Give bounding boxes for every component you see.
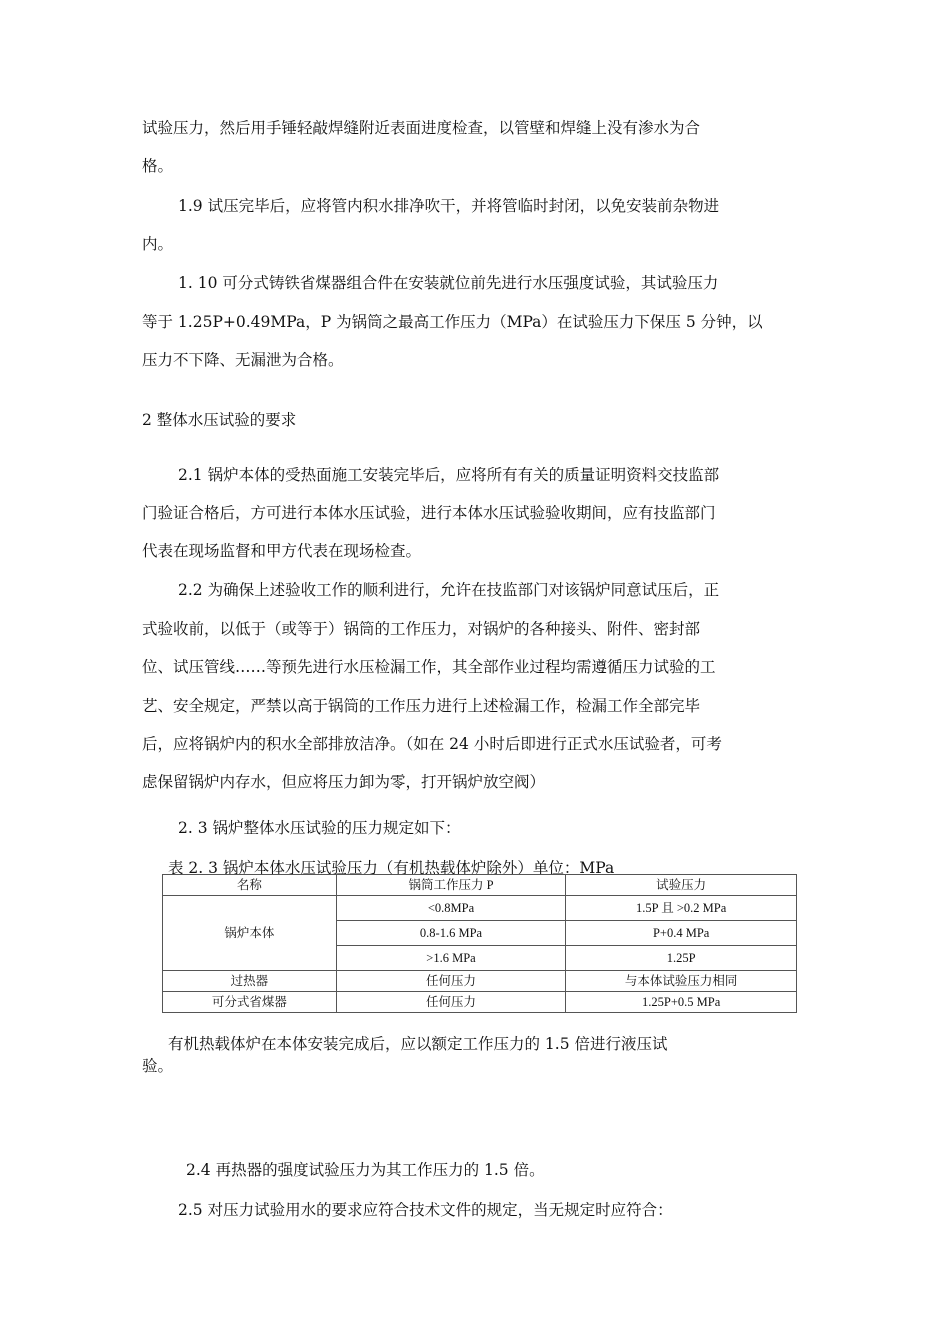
table-cell: 0.8-1.6 MPa (336, 921, 566, 946)
paragraph-1-9-line-1: 1.9 试压完毕后，应将管内积水排净吹干，并将管临时封闭，以免安装前杂物进 (178, 197, 720, 215)
table-cell: P+0.4 MPa (566, 921, 797, 946)
paragraph-2-2-line-6: 虑保留锅炉内存水，但应将压力卸为零，打开锅炉放空阀） (142, 773, 546, 791)
table-cell: 1.25P+0.5 MPa (566, 992, 797, 1013)
table-cell: 任何压力 (336, 971, 566, 992)
paragraph-2-1-line-1: 2.1 锅炉本体的受热面施工安装完毕后，应将所有有关的质量证明资料交技监部 (178, 466, 720, 484)
paragraph-2-1-line-2: 门验证合格后，方可进行本体水压试验，进行本体水压试验验收期间，应有技监部门 (142, 504, 716, 522)
table-cell: <0.8MPa (336, 896, 566, 921)
after-table-line-2: 验。 (142, 1057, 174, 1075)
after-table-line-1: 有机热载体炉在本体安装完成后，应以额定工作压力的 1.5 倍进行液压试 (168, 1035, 668, 1053)
table-row (163, 896, 797, 921)
paragraph-1-9-line-2: 内。 (142, 235, 174, 253)
table-cell: 过热器 (163, 971, 337, 992)
paragraph-2-4: 2.4 再热器的强度试验压力为其工作压力的 1.5 倍。 (186, 1161, 545, 1179)
paragraph-2-2-line-5: 后，应将锅炉内的积水全部排放洁净。（如在 24 小时后即进行正式水压试验者，可考 (142, 735, 722, 753)
paragraph-2-2-line-1: 2.2 为确保上述验收工作的顺利进行，允许在技监部门对该锅炉同意试压后，正 (178, 581, 720, 599)
paragraph-1-10-line-3: 压力不下降、无漏泄为合格。 (142, 351, 344, 369)
table-cell-body-name: 锅炉本体 (163, 896, 337, 971)
paragraph-1-10-line-1: 1. 10 可分式铸铁省煤器组合件在安装就位前先进行水压强度试验，其试验压力 (178, 274, 719, 292)
table-header-cell: 锅筒工作压力 P (336, 875, 566, 896)
paragraph-1-line-2: 格。 (142, 157, 174, 175)
paragraph-2-1-line-3: 代表在现场监督和甲方代表在现场检查。 (142, 542, 422, 560)
table-cell: 可分式省煤器 (163, 992, 337, 1013)
paragraph-2-2-line-2: 式验收前，以低于（或等于）锅筒的工作压力，对锅炉的各种接头、附件、密封部 (142, 620, 701, 638)
table-cell: 1.25P (566, 946, 797, 971)
table-header-cell: 名称 (163, 875, 337, 896)
table-header-cell: 试验压力 (566, 875, 797, 896)
paragraph-1-10-line-2: 等于 1.25P+0.49MPa，P 为锅筒之最高工作压力（MPa）在试验压力下保压 5 分钟，以 (142, 313, 763, 331)
section-heading-2: 2 整体水压试验的要求 (142, 411, 297, 429)
table-cell: 1.5P 且 >0.2 MPa (566, 896, 797, 921)
pressure-test-table (162, 874, 797, 1013)
paragraph-2-3: 2. 3 锅炉整体水压试验的压力规定如下： (178, 819, 461, 837)
table-caption: 表 2. 3 锅炉本体水压试验压力（有机热载体炉除外）单位：MPa (168, 859, 615, 877)
paragraph-1-line-1: 试验压力，然后用手锤轻敲焊缝附近表面进度检查，以管壁和焊缝上没有渗水为合 (142, 119, 701, 137)
table-row (163, 992, 797, 1013)
table-cell: 任何压力 (336, 992, 566, 1013)
table-cell: >1.6 MPa (336, 946, 566, 971)
paragraph-2-5: 2.5 对压力试验用水的要求应符合技术文件的规定，当无规定时应符合： (178, 1201, 673, 1219)
table-cell: 与本体试验压力相同 (566, 971, 797, 992)
table-row (163, 971, 797, 992)
table-header-row (163, 875, 797, 896)
paragraph-2-2-line-4: 艺、安全规定，严禁以高于锅筒的工作压力进行上述检漏工作，检漏工作全部完毕 (142, 697, 701, 715)
paragraph-2-2-line-3: 位、试压管线……等预先进行水压检漏工作，其全部作业过程均需遵循压力试验的工 (142, 658, 716, 676)
